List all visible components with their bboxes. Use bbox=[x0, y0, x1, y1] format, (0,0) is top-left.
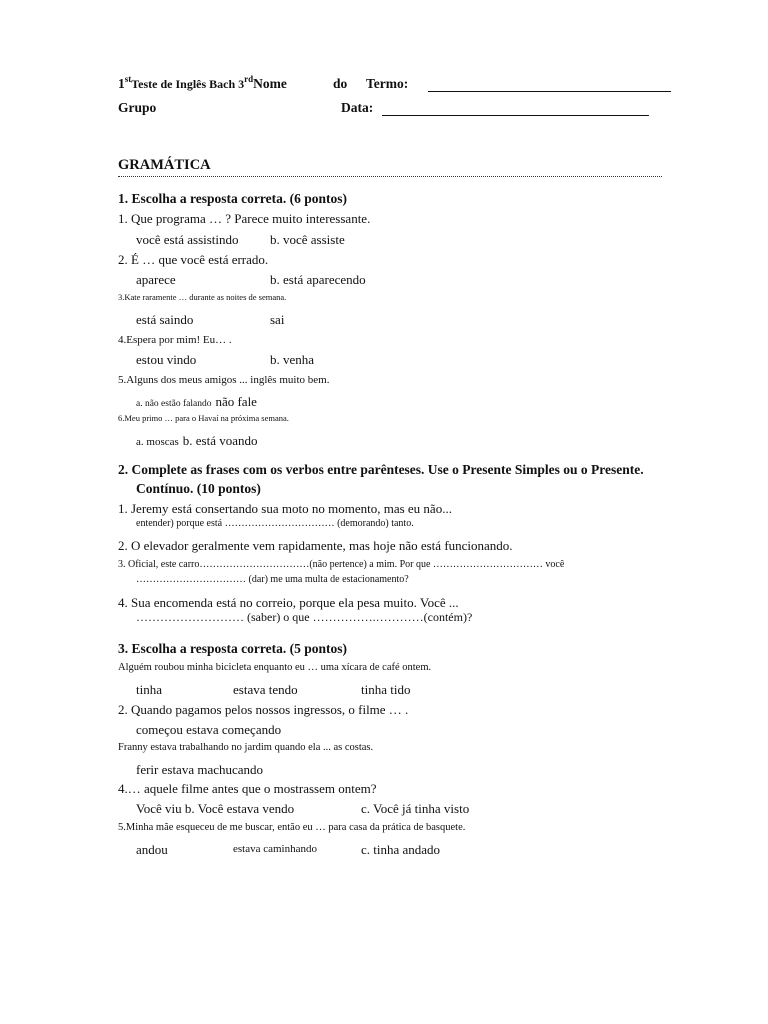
section-2-title: 2. Complete as frases com os verbos entre parênteses. Use o Presente Simples ou o Presente. bbox=[118, 462, 644, 477]
dotted-divider bbox=[118, 176, 662, 177]
s3-question-5: 5.Minha mãe esqueceu de me buscar, então eu … para casa da prática de basquete. bbox=[118, 822, 466, 833]
s3-q5-option-a[interactable]: andou bbox=[136, 842, 168, 857]
s3-q4-option-c[interactable]: c. Você já tinha visto bbox=[361, 801, 470, 816]
title-text: Teste de Inglês Bach 3 bbox=[131, 77, 245, 91]
s3-question-1: Alguém roubou minha bicicleta enquanto eu … uma xícara de café ontem. bbox=[118, 662, 432, 673]
section-heading-gramatica: GRAMÁTICA bbox=[118, 157, 211, 173]
superscript-st: st bbox=[124, 74, 132, 84]
s1-question-1: 1. Que programa … ? Parece muito interessante. bbox=[118, 211, 371, 226]
s2-sentence-3-cont: …………………………… (dar) me uma multa de estacionamento? bbox=[136, 574, 409, 585]
s3-q4-options-ab[interactable]: Você viu b. Você estava vendo bbox=[136, 801, 295, 816]
s1-q4-option-a[interactable]: estou vindo bbox=[136, 352, 197, 367]
s3-q2-options[interactable]: começou estava começando bbox=[136, 722, 282, 737]
s1-q6-option-a[interactable]: a. moscas bbox=[136, 436, 179, 448]
s1-question-4: 4.Espera por mim! Eu… . bbox=[118, 334, 232, 346]
s2-sentence-4: 4. Sua encomenda está no correio, porque ela pesa muito. Você ... bbox=[118, 595, 459, 610]
label-grupo: Grupo bbox=[118, 100, 157, 115]
s3-q1-option-c[interactable]: tinha tido bbox=[361, 682, 411, 697]
s1-q5-option-b[interactable]: não fale bbox=[215, 394, 257, 409]
s3-q5-option-c[interactable]: c. tinha andado bbox=[361, 842, 441, 857]
label-termo: Termo: bbox=[366, 76, 409, 91]
s1-q2-option-a[interactable]: aparece bbox=[136, 272, 176, 287]
s3-question-3: Franny estava trabalhando no jardim quando ela ... as costas. bbox=[118, 742, 374, 753]
s3-q5-option-b[interactable]: estava caminhando bbox=[233, 843, 317, 855]
s1-q4-option-b[interactable]: b. venha bbox=[270, 352, 315, 367]
s1-question-3: 3.Kate raramente … durante as noites de semana. bbox=[118, 292, 287, 302]
test-title bbox=[118, 76, 287, 92]
label-nome: Nome bbox=[253, 76, 287, 91]
s1-question-2: 2. É … que você está errado. bbox=[118, 252, 269, 267]
s1-q3-option-a[interactable]: está saindo bbox=[136, 312, 194, 327]
section-2-title-cont: Contínuo. (10 pontos) bbox=[136, 481, 261, 496]
section-1-title: 1. Escolha a resposta correta. (6 pontos) bbox=[118, 191, 347, 206]
s2-sentence-1: 1. Jeremy está consertando sua moto no momento, mas eu não... bbox=[118, 501, 452, 516]
s1-question-6: 6.Meu primo … para o Havaí na próxima semana. bbox=[118, 413, 289, 423]
label-data: Data: bbox=[341, 100, 374, 115]
name-field-line[interactable] bbox=[428, 91, 671, 92]
s2-sentence-2: 2. O elevador geralmente vem rapidamente, mas hoje não está funcionando. bbox=[118, 538, 513, 553]
s3-q3-options[interactable]: ferir estava machucando bbox=[136, 762, 264, 777]
s1-q6-options bbox=[136, 432, 258, 450]
title-number: 1 bbox=[118, 76, 125, 91]
s1-q2-option-b[interactable]: b. está aparecendo bbox=[270, 272, 366, 287]
s3-q1-option-b[interactable]: estava tendo bbox=[233, 682, 298, 697]
s1-q6-option-b[interactable]: b. está voando bbox=[182, 433, 258, 448]
superscript-rd: rd bbox=[244, 74, 254, 84]
s1-q3-option-b[interactable]: sai bbox=[270, 312, 285, 327]
s3-question-4: 4.… aquele filme antes que o mostrassem ontem? bbox=[118, 781, 377, 796]
s2-sentence-3: 3. Oficial, este carro……………………………(não pertence) a mim. Por que …………………………… você bbox=[118, 559, 565, 570]
s1-question-5: 5.Alguns dos meus amigos ... inglês muito bem. bbox=[118, 374, 330, 386]
date-field-line[interactable] bbox=[382, 115, 649, 116]
s1-q1-option-a[interactable]: você está assistindo bbox=[136, 232, 239, 247]
label-do: do bbox=[333, 76, 348, 91]
s1-q5-options bbox=[136, 393, 257, 411]
s3-q1-option-a[interactable]: tinha bbox=[136, 682, 162, 697]
s2-sentence-4-cont: ……………………… (saber) o que …………….…………(contém)? bbox=[136, 610, 473, 624]
s3-question-2: 2. Quando pagamos pelos nossos ingressos, o filme … . bbox=[118, 702, 409, 717]
s1-q1-option-b[interactable]: b. você assiste bbox=[270, 232, 345, 247]
s1-q5-option-a[interactable]: a. não estão falando bbox=[136, 399, 212, 409]
section-3-title: 3. Escolha a resposta correta. (5 pontos) bbox=[118, 641, 347, 656]
s2-sentence-1-cont: entender) porque está …………………………… (demorando) tanto. bbox=[136, 518, 414, 529]
